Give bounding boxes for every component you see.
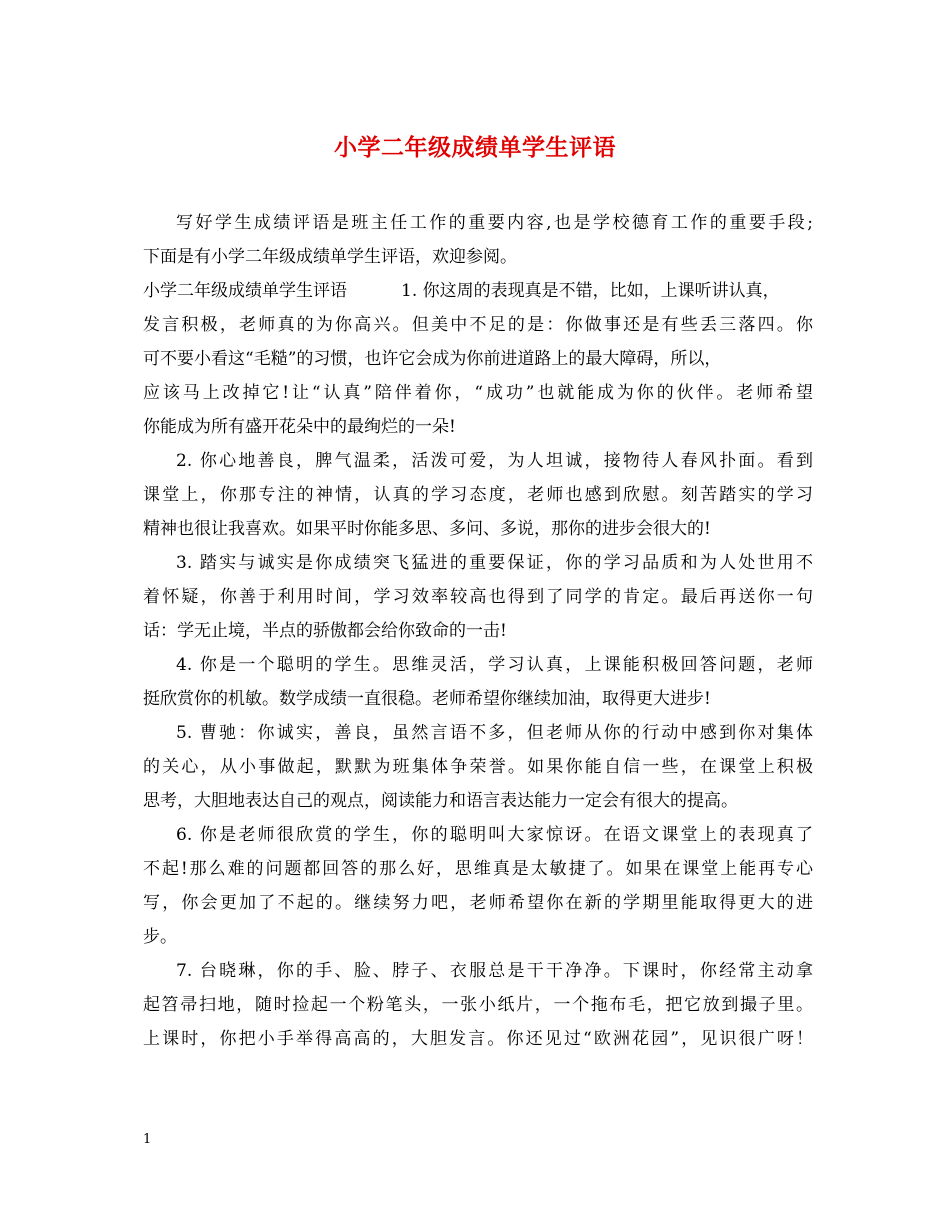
text-line: 挺欣赏你的机敏。数学成绩一直很稳。老师希望你继续加油，取得更大进步! bbox=[143, 689, 711, 709]
text-line: 4. 你是一个聪明的学生。思维灵活，学习认真，上课能积极回答问题，老师 bbox=[176, 655, 813, 675]
text-line: 2. 你心地善良，脾气温柔，活泼可爱，为人坦诚，接物待人春风扑面。看到 bbox=[176, 451, 813, 471]
text-line: 下面是有小学二年级成绩单学生评语，欢迎参阅。 bbox=[143, 247, 517, 267]
document-title: 小学二年级成绩单学生评语 bbox=[334, 134, 616, 161]
text-line: 不起!那么难的问题都回答的那么好，思维真是太敏捷了。如果在课堂上能再专心 bbox=[143, 859, 813, 879]
text-line: 7. 台晓琳，你的手、脸、脖子、衣服总是干干净净。下课时，你经常主动拿 bbox=[176, 961, 813, 981]
text-line: 步。 bbox=[143, 927, 177, 947]
text-line bbox=[143, 274, 813, 308]
text-line: 应该马上改掉它!让“认真”陪伴着你，“成功”也就能成为你的伙伴。老师希望 bbox=[143, 383, 813, 403]
text-line: 精神也很让我喜欢。如果平时你能多思、多问、多说，那你的进步会很大的! bbox=[143, 519, 711, 539]
text-line: 着怀疑，你善于利用时间，学习效率较高也得到了同学的肯定。最后再送你一句 bbox=[143, 587, 813, 607]
text-line: 你能成为所有盛开花朵中的最绚烂的一朵! bbox=[143, 417, 456, 437]
text-line: 起笤帚扫地，随时捡起一个粉笔头，一张小纸片，一个拖布毛，把它放到撮子里。 bbox=[143, 995, 813, 1015]
text-line: 上课时，你把小手举得高高的，大胆发言。你还见过“欧洲花园”，见识很广呀！ bbox=[143, 1029, 813, 1049]
inline-section-heading: 小学二年级成绩单学生评语 bbox=[143, 281, 347, 301]
text-line: 写，你会更加了不起的。继续努力吧，老师希望你在新的学期里能取得更大的进 bbox=[143, 893, 813, 913]
text-line: 5. 曹驰：你诚实，善良，虽然言语不多，但老师从你的行动中感到你对集体 bbox=[176, 723, 813, 743]
text-line: 6. 你是老师很欣赏的学生，你的聪明叫大家惊讶。在语文课堂上的表现真了 bbox=[176, 825, 813, 845]
text-line: 思考，大胆地表达自己的观点，阅读能力和语言表达能力一定会有很大的提高。 bbox=[143, 791, 738, 811]
text-line: 话：学无止境，半点的骄傲都会给你致命的一击! bbox=[143, 621, 507, 641]
text-line: 写好学生成绩评语是班主任工作的重要内容,也是学校德育工作的重要手段; bbox=[176, 213, 813, 233]
text-line: 发言积极，老师真的为你高兴。但美中不足的是：你做事还是有些丢三落四。你 bbox=[143, 315, 813, 335]
text-line: 课堂上，你那专注的神情，认真的学习态度，老师也感到欣慰。刻苦踏实的学习 bbox=[143, 485, 813, 505]
text-line-content: 1. 你这周的表现真是不错，比如，上课听讲认真， bbox=[401, 281, 780, 301]
text-line: 的关心，从小事做起，默默为班集体争荣誉。如果你能自信一些，在课堂上积极 bbox=[143, 757, 813, 777]
document-body bbox=[143, 206, 813, 1056]
text-line: 3. 踏实与诚实是你成绩突飞猛进的重要保证，你的学习品质和为人处世用不 bbox=[176, 553, 813, 573]
text-line: 可不要小看这“毛糙”的习惯，也许它会成为你前进道路上的最大障碍，所以， bbox=[143, 349, 722, 369]
page-number: 1 bbox=[143, 1132, 152, 1147]
